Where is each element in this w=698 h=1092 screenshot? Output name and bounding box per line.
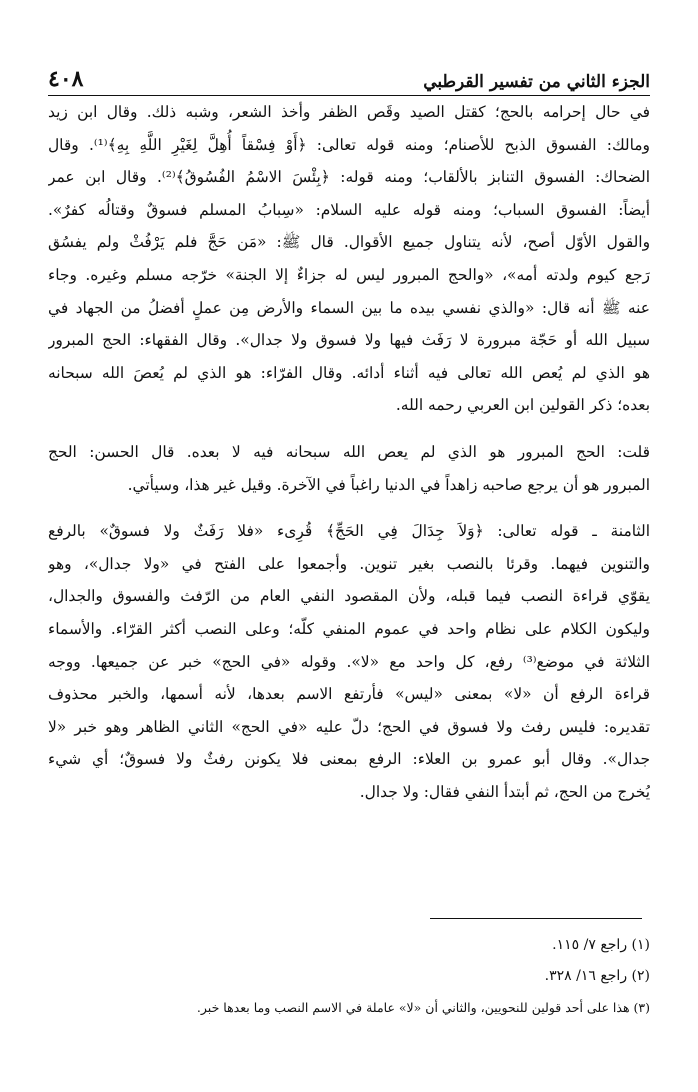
text-line: جدال». وقال أبو عمرو بن العلاء: الرفع بمعنى فلا يكونن رفثٌ ولا فسوقٌ؛ أي شيء (48, 750, 650, 769)
text-line: الضحاك: الفسوق التنابز بالألقاب؛ ومنه قوله: ﴿بِئْسَ الاسْمُ الفُسُوقُ﴾⁽²⁾. وقال ابن عمر (48, 168, 650, 187)
page-body (48, 96, 650, 808)
text-line: يقوّي قراءة النصب فيما قبله، ولأن المقصود النفي العام من الرّفث والفسوق والجدال، (48, 587, 650, 606)
paragraph-1 (48, 96, 650, 422)
text-line: يُخرج من الحج، ثم أبتدأ النفي فقال: ولا جدال. (359, 782, 650, 801)
text-line: تقديره: فليس رفث ولا فسوق في الحج؛ دلّ عليه «في الحج» الثاني الظاهر وهو خبر «لا (48, 717, 650, 736)
paragraph-3 (48, 515, 650, 808)
text-line: ومالك: الفسوق الذبح للأصنام؛ ومنه قوله تعالى: ﴿أَوْ فِسْقاً أُهِلَّ لِغَيْرِ اللَّهِ بِهِ﴾⁽¹⁾. وقال (48, 135, 650, 154)
text-line: وليكون الكلام على نظام واحد في عموم المنفي كلّه؛ وعلى النصب أكثر القرّاء. والأسماء (48, 619, 650, 638)
paragraph-gap (48, 422, 650, 436)
text-line: الثلاثة في موضع⁽³⁾ رفع، كل واحد مع «لا». وقوله «في الحج» خبر عن جميعها. ووجه (48, 652, 650, 671)
footnotes (48, 930, 650, 1023)
text-line: هو الذي لم يُعص الله تعالى فيه أثناء أدائه. وقال الفرّاء: هو الذي لم يُعصَ الله سبحانه (48, 363, 650, 382)
paragraph-2 (48, 436, 650, 501)
text-line: بعده؛ ذكر القولين ابن العربي رحمه الله. (395, 396, 650, 415)
footnote-3: (٣) هذا على أحد قولين للنحويين، والثاني أن «لا» عاملة في الاسم النصب وما بعدها خبر. (196, 1000, 650, 1015)
footnote-1: (١) راجع ٧/ ١١٥. (552, 937, 650, 953)
text-line: عنه ﷺ أنه قال: «والذي نفسي بيده ما بين السماء والأرض مِن عملٍ أفضلُ من الجهاد في (48, 298, 650, 317)
text-line: المبرور هو أن يرجع صاحبه زاهداً في الدنيا راغباً في الآخرة. وقيل غير هذا، وسيأتي. (127, 475, 650, 494)
footnote-2: (٢) راجع ١٦/ ٣٢٨. (544, 968, 650, 984)
paragraph-gap (48, 501, 650, 515)
text-line: والتنوين فيهما. وقرئا بالنصب بغير تنوين. وأجمعوا على الفتح في «ولا جدال»، وهو (48, 554, 650, 573)
text-line: قراءة الرفع أن «لا» بمعنى «ليس» فأرتفع الاسم بعدها، لأنه أسمها، والخبر محذوف (48, 685, 650, 704)
text-line: في حال إحرامه بالحج؛ كقتل الصيد وقَص الظفر وأخذ الشعر، وشبه ذلك. وقال ابن زيد (48, 103, 650, 121)
text-line: سبيل الله أو حَجّة مبرورة لا رَفَث فيها ولا فسوق ولا جدال». وقال الفقهاء: الحج المبرور (48, 331, 650, 350)
text-line: أيضاً: الفسوق السباب؛ ومنه قوله عليه السلام: «سِبابُ المسلم فسوقٌ وقتالُه كفرٌ». (48, 200, 650, 219)
page-number: ٤٠٨ (48, 66, 84, 92)
page-header (48, 58, 650, 96)
running-title: الجزء الثاني من تفسير القرطبي (423, 72, 650, 92)
footnote-separator (430, 918, 642, 919)
text-line: والقول الأوّل أصح، لأنه يتناول جميع الأقوال. قال ﷺ: «مَن حَجَّ فلم يَرْفُثْ ولم يفسُق (48, 233, 650, 252)
text-line: قلت: الحج المبرور هو الذي لم يعص الله سبحانه فيه لا بعده. قال الحسن: الحج (48, 442, 650, 461)
text-line: رَجع كيوم ولدته أمه»، «والحج المبرور ليس له جزاءٌ إلا الجنة» خرّجه مسلم وغيره. وجاء (48, 265, 650, 284)
text-line: الثامنة ـ قوله تعالى: ﴿وَلاَ جِدَالَ فِي الحَجِّ﴾ قُرِىء «فلا رَفَثٌ ولا فسوقٌ» بالرفع (48, 522, 650, 541)
